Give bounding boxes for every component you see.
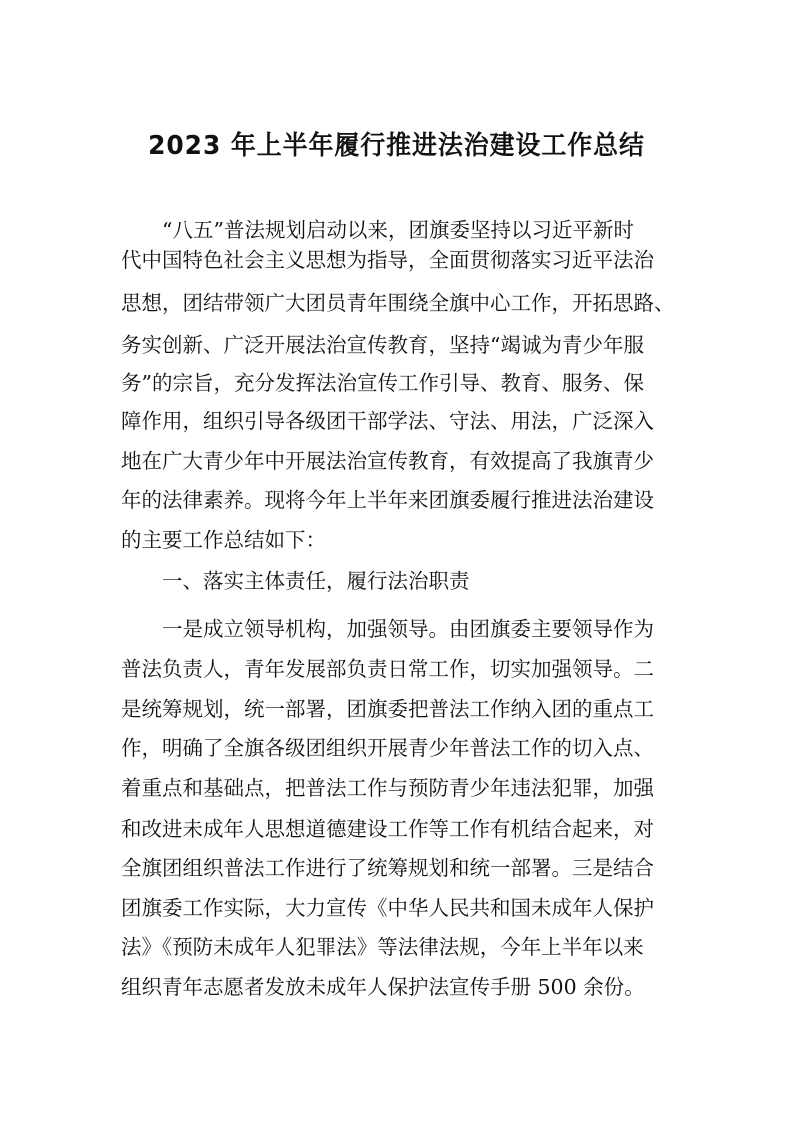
paragraph-line: 法》《预防未成年人犯罪法》等法律法规，今年上半年以来 [121, 935, 644, 959]
paragraph-line: 普法负责人，青年发展部负责日常工作，切实加强领导。二 [121, 657, 654, 681]
paragraph-line: 务实创新、广泛开展法治宣传教育，坚持“竭诚为青少年服 [121, 333, 644, 357]
document-title: 2023 年上半年履行推进法治建设工作总结 [148, 131, 645, 161]
paragraph-line: 和改进未成年人思想道德建设工作等工作有机结合起来，对 [121, 817, 654, 841]
paragraph-line: 是统筹规划，统一部署，团旗委把普法工作纳入团的重点工 [121, 697, 654, 721]
paragraph-line: 障作用，组织引导各级团干部学法、守法、用法，广泛深入 [121, 409, 654, 433]
paragraph-line: 地在广大青少年中开展法治宣传教育，有效提高了我旗青少 [121, 449, 654, 473]
paragraph-line: 思想，团结带领广大团员青年围绕全旗中心工作，开拓思路、 [121, 291, 675, 315]
paragraph-line: 代中国特色社会主义思想为指导，全面贯彻落实习近平法治 [121, 248, 654, 272]
paragraph-line: 着重点和基础点，把普法工作与预防青少年违法犯罪，加强 [121, 776, 654, 800]
paragraph-line: 全旗团组织普法工作进行了统筹规划和统一部署。三是结合 [121, 856, 654, 880]
paragraph-line: 组织青年志愿者发放未成年人保护法宣传手册 500 余份。 [121, 975, 645, 999]
paragraph-line: 年的法律素养。现将今年上半年来团旗委履行推进法治建设 [121, 488, 654, 512]
paragraph-line: 作，明确了全旗各级团组织开展青少年普法工作的切入点、 [121, 736, 654, 760]
paragraph-line: 务”的宗旨，充分发挥法治宣传工作引导、教育、服务、保 [121, 371, 644, 395]
paragraph-line: 团旗委工作实际，大力宣传《中华人民共和国未成年人保护 [121, 896, 654, 920]
paragraph-line: 的主要工作总结如下： [121, 528, 326, 552]
paragraph-line: “八五”普法规划启动以来，团旗委坚持以习近平新时 [121, 218, 634, 242]
section-heading: 一、落实主体责任，履行法治职责 [121, 569, 470, 593]
paragraph-line: 一是成立领导机构，加强领导。由团旗委主要领导作为 [121, 617, 654, 641]
